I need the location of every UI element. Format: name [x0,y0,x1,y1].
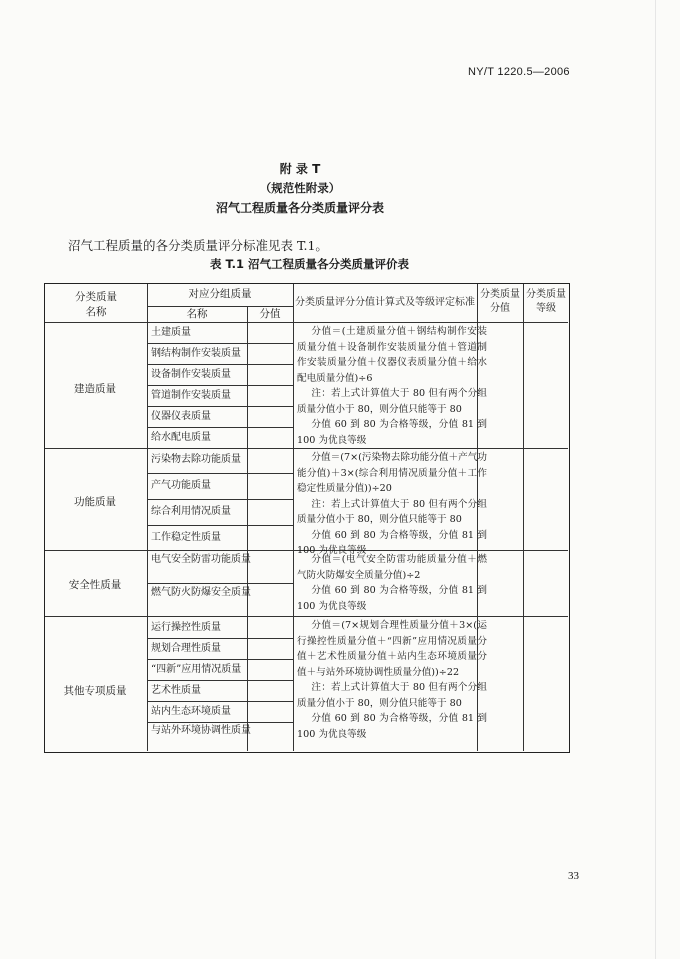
item-harmony: 与站外环境协调性质量 [151,725,251,736]
formula-construction: 分值＝(土建质量分值＋钢结构制作安装质量分值＋设备制作安装质量分值＋管道制作安装质量分值＋仪器仪表质量分值＋给水配电质量分值)÷6 注：若上式计算值大于 80 但有两个分组质量分值小于 80，则分值只能等于 80 分值 60 到 80 为合格等级，分值 81 到 100 为优良等级 [297,326,487,446]
header-class-grade: 分类质量等级 [526,289,566,314]
table-caption: 表 T.1 沼气工程质量各分类质量评价表 [210,257,409,271]
category-construction: 建造质量 [74,383,116,395]
item-equipment: 设备制作安装质量 [151,369,231,380]
header-sub-group: 对应分组质量 [188,288,252,300]
item-water-power: 给水配电质量 [151,432,211,443]
item-utilization: 综合利用情况质量 [151,506,231,517]
standard-code: NY/T 1220.5—2006 [468,66,570,78]
header-category-name: 名称 [85,306,107,318]
item-steel: 钢结构制作安装质量 [151,348,241,359]
item-civil: 土建质量 [151,327,191,338]
item-instrument: 仪器仪表质量 [151,411,211,422]
appendix-note: （规范性附录） [259,181,341,195]
header-formula: 分类质量评分分值计算式及等级评定标准 [295,297,475,308]
appendix-title: 沼气工程质量各分类质量评分表 [215,201,384,215]
item-artistic: 艺术性质量 [151,685,201,696]
header-category: 分类质量 [75,291,117,303]
intro-text: 沼气工程质量的各分类质量评分标准见表 T.1。 [68,238,328,253]
item-electrical: 电气安全防雷功能质量 [151,554,251,565]
page-number: 33 [568,870,579,882]
item-gas-fire: 燃气防火防爆安全质量 [151,587,251,598]
formula-function: 分值＝(7×(污染物去除功能分值＋产气功能分值)＋3×(综合利用情况质量分值＋工作稳定性质量分值))÷20 注：若上式计算值大于 80 但有两个分组质量分值小于 80，则分值只能等于 80 分值 60 到 80 为合格等级，分值 81 到 100 为优良等级 [297,452,487,556]
category-other: 其他专项质量 [63,685,127,697]
item-pollutant: 污染物去除功能质量 [151,454,241,465]
item-operation: 运行操控性质量 [151,622,221,633]
evaluation-table [44,283,570,753]
item-four-new: “四新”应用情况质量 [151,664,242,675]
category-safety: 安全性质量 [68,579,122,591]
item-gas-production: 产气功能质量 [151,480,211,491]
item-ecology: 站内生态环境质量 [151,706,231,717]
item-piping: 管道制作安装质量 [151,390,231,401]
header-sub-score: 分值 [259,308,281,320]
appendix-label: 附 录 T [279,162,321,176]
item-stability: 工作稳定性质量 [151,532,221,543]
category-function: 功能质量 [74,496,116,508]
item-planning: 规划合理性质量 [151,643,221,654]
formula-other: 分值＝(7×规划合理性质量分值＋3×(运行操控性质量分值＋“四新”应用情况质量分值＋艺术性质量分值＋站内生态环境质量分值＋与站外环境协调性质量分值))÷22 注：若上式计算值大于 80 但有两个分组质量分值小于 80，则分值只能等于 80 分值 60 到 80 为合格等级，分值 81 到 100 为优良等级 [297,620,487,740]
formula-safety: 分值＝(电气安全防雷功能质量分值＋燃气防火防爆安全质量分值)÷2 分值 60 到 80 为合格等级，分值 81 到 100 为优良等级 [297,554,487,612]
header-class-score: 分类质量分值 [480,289,520,314]
scan-edge-line [655,0,656,959]
header-sub-name: 名称 [186,308,208,320]
